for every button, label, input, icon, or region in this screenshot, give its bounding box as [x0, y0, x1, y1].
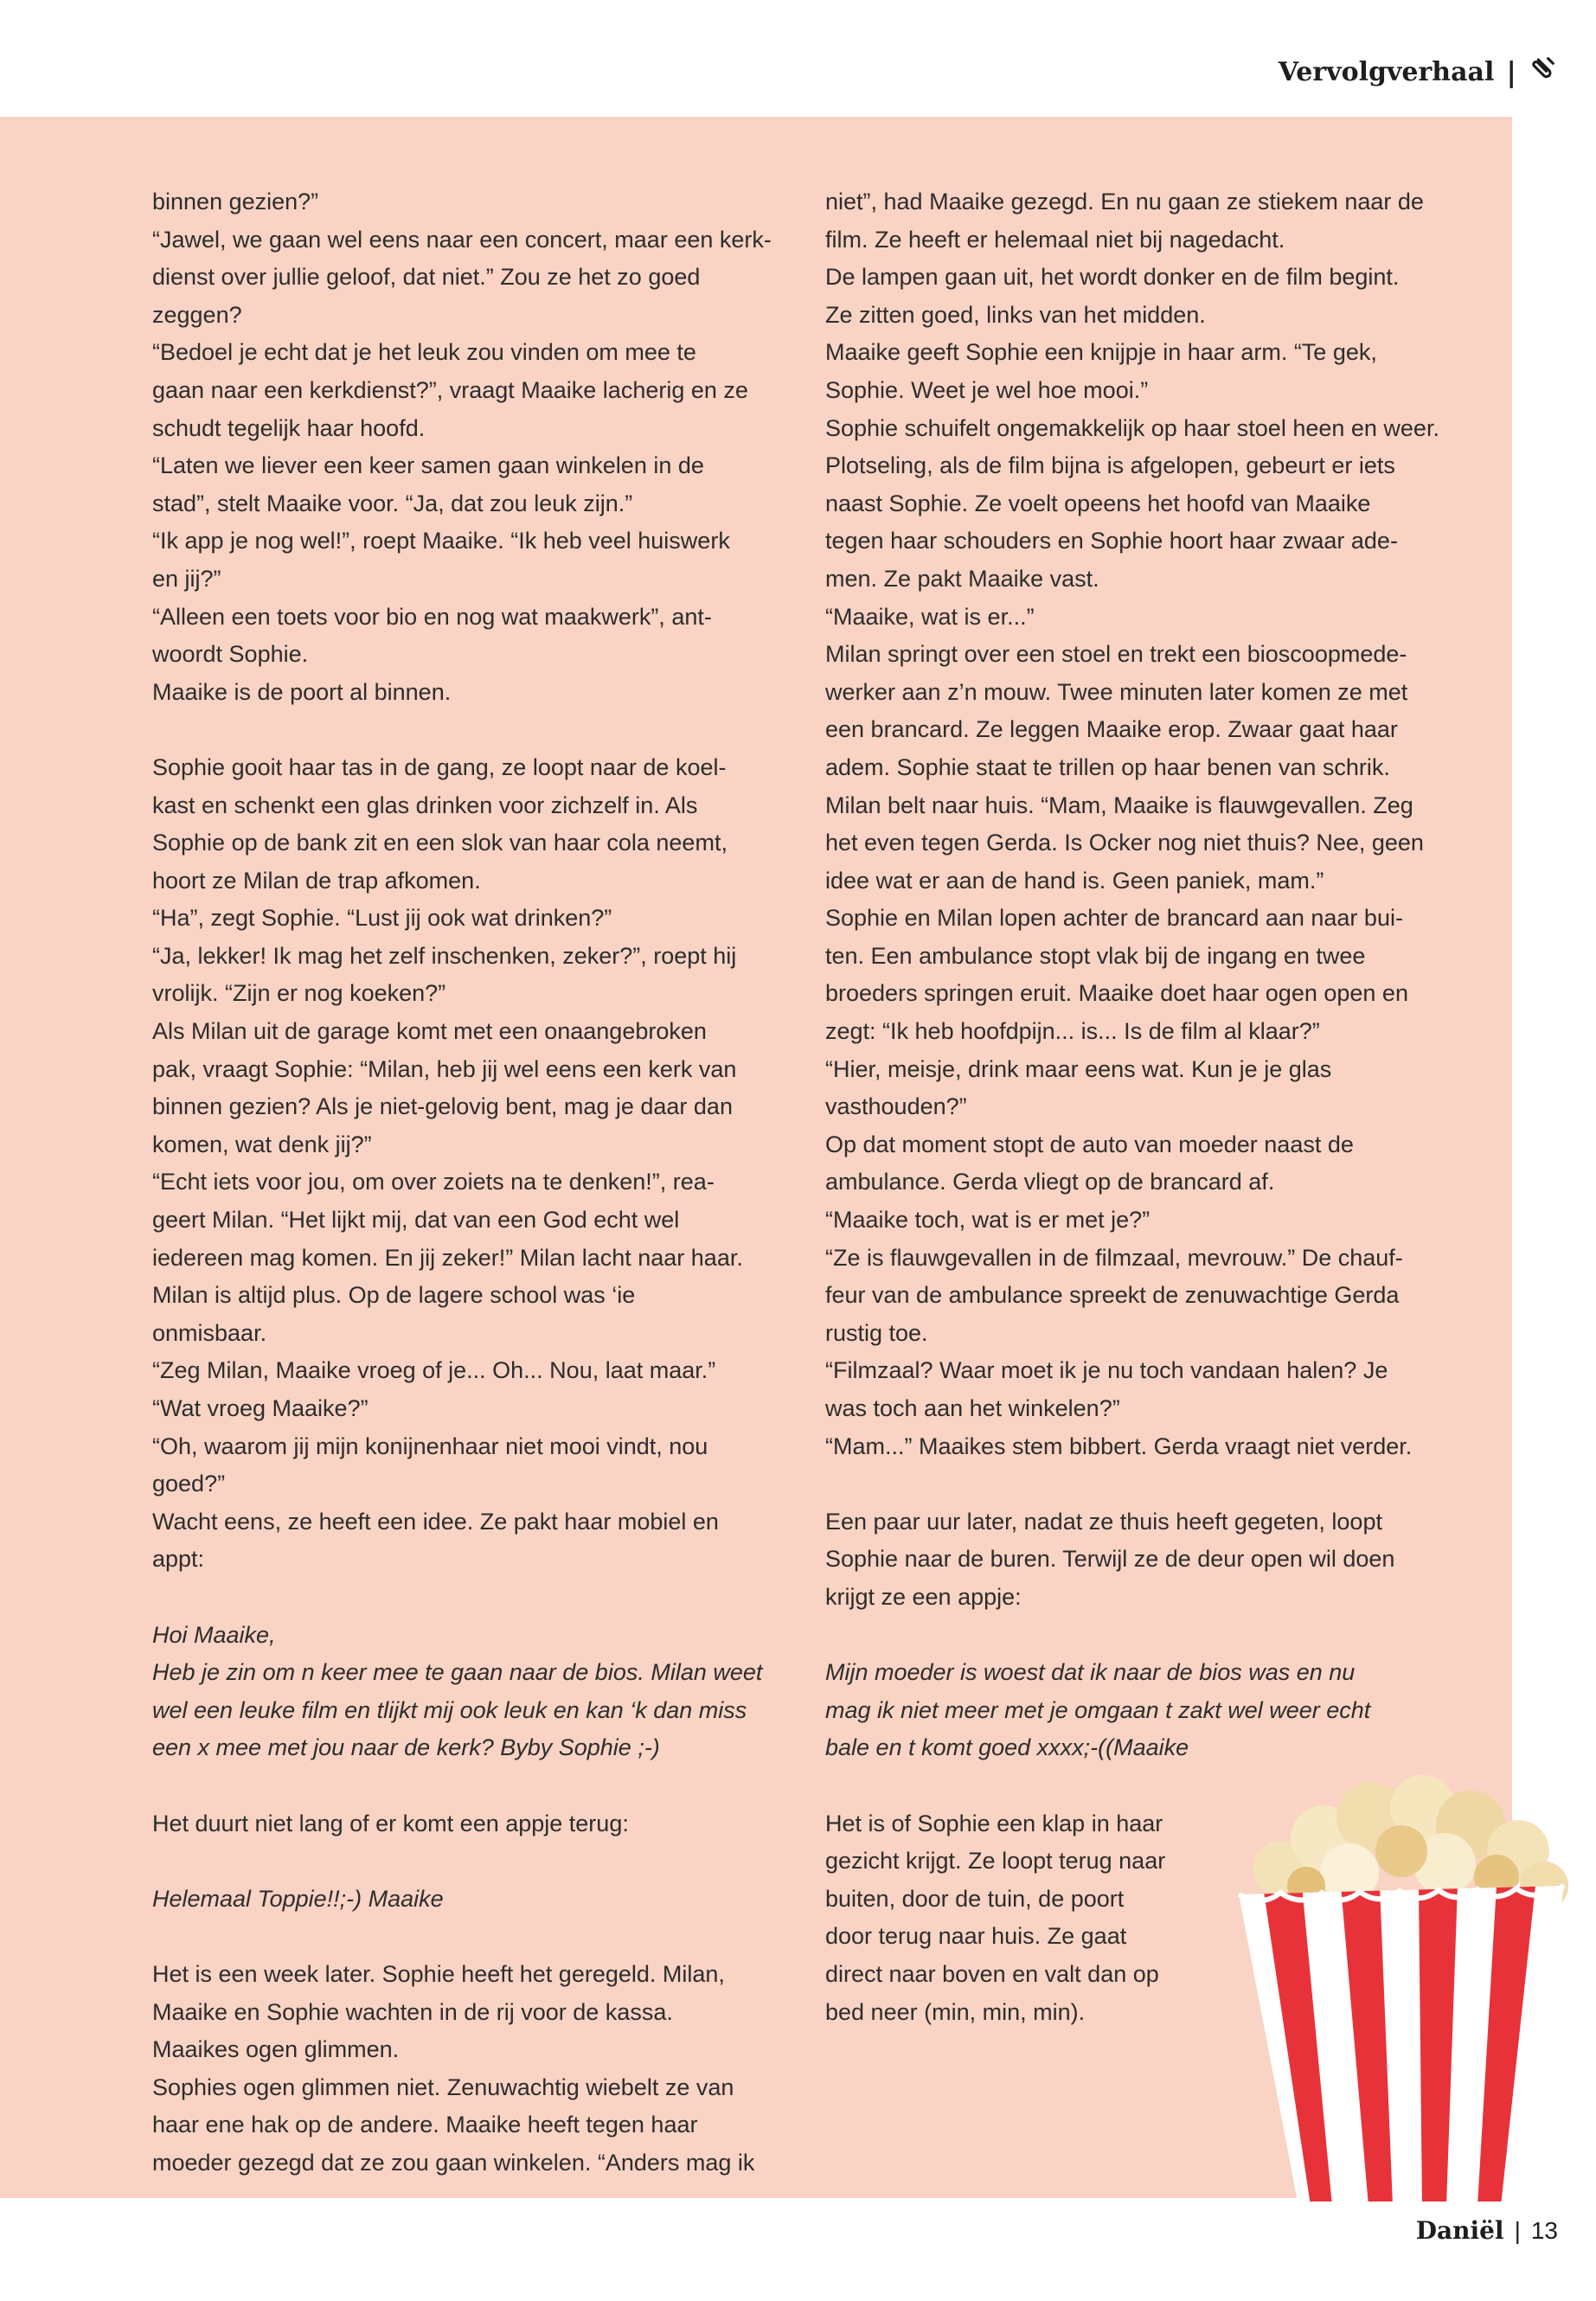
text-line — [825, 1465, 1457, 1503]
text-line: “Filmzaal? Waar moet ik je nu toch vandaan halen? Je — [825, 1357, 1388, 1384]
text-line: werker aan z’n mouw. Twee minuten later komen ze met — [825, 678, 1408, 705]
text-line: appt: — [152, 1546, 205, 1573]
text-line: iedereen mag komen. En jij zeker!” Milan lacht naar haar. — [152, 1244, 743, 1271]
text-line: “Ze is flauwgevallen in de filmzaal, mevrouw.” De chauf- — [825, 1244, 1403, 1271]
text-line: moeder gezegd dat ze zou gaan winkelen. “Anders mag ik — [152, 2149, 755, 2176]
text-line: Sophie. Weet je wel hoe mooi.” — [825, 376, 1149, 403]
text-line: binnen gezien?” — [152, 189, 319, 215]
text-line: “Maaike, wat is er...” — [825, 603, 1035, 630]
text-line: een brancard. Ze leggen Maaike erop. Zwaar gaat haar — [825, 716, 1398, 743]
text-line: naast Sophie. Ze voelt opeens het hoofd van Maaike — [825, 490, 1371, 516]
text-line: schudt tegelijk haar hoofd. — [152, 414, 426, 441]
text-line: “Ja, lekker! Ik mag het zelf inschenken, zeker?”, roept hij — [152, 942, 737, 969]
text-line: “Laten we liever een keer samen gaan winkelen in de — [152, 452, 704, 479]
text-line: “Bedoel je echt dat je het leuk zou vinden om mee te — [152, 339, 696, 366]
text-line: “Oh, waarom jij mijn konijnenhaar niet mooi vindt, nou — [152, 1433, 708, 1459]
text-line: Het duurt niet lang of er komt een appje terug: — [152, 1810, 629, 1836]
popcorn-box-illustration — [1228, 1756, 1574, 2206]
text-line: Maaike en Sophie wachten in de rij voor de kassa. — [152, 1998, 673, 2025]
text-line: Plotseling, als de film bijna is afgelopen, gebeurt er iets — [825, 452, 1395, 479]
left-text-column — [152, 183, 792, 2182]
section-title: Vervolgverhaal — [1278, 56, 1495, 87]
text-line: hoort ze Milan de trap afkomen. — [152, 867, 481, 894]
text-line: “Ik app je nog wel!”, roept Maaike. “Ik heb veel huiswerk — [152, 528, 730, 554]
text-line: Sophies ogen glimmen niet. Zenuwachtig wiebelt ze van — [152, 2073, 734, 2100]
text-line: “Hier, meisje, drink maar eens wat. Kun je je glas — [825, 1055, 1332, 1082]
text-line: Het is een week later. Sophie heeft het geregeld. Milan, — [152, 1960, 725, 1987]
page-number: 13 — [1530, 2216, 1558, 2244]
text-line: Maaike is de poort al binnen. — [152, 678, 452, 705]
text-line: wel een leuke film en tlijkt mij ook leuk en kan ‘k dan miss — [152, 1696, 747, 1723]
text-line: krijgt ze een appje: — [825, 1583, 1022, 1610]
text-line: vrolijk. “Zijn er nog koeken?” — [152, 980, 446, 1007]
paperclip-icon — [1529, 54, 1558, 90]
text-line: men. Ze pakt Maaike vast. — [825, 565, 1099, 592]
text-line: Het is of Sophie een klap in haar — [825, 1810, 1163, 1836]
text-line — [152, 1918, 792, 1956]
header-separator: | — [1506, 55, 1516, 88]
text-line: zegt: “Ik heb hoofdpijn... is... Is de film al klaar?” — [825, 1018, 1320, 1045]
text-line: “Zeg Milan, Maaike vroeg of je... Oh... Nou, laat maar.” — [152, 1357, 716, 1384]
text-line: een x mee met jou naar de kerk? Byby Sophie ;-) — [152, 1734, 660, 1761]
text-line: en jij?” — [152, 565, 221, 592]
text-line: Sophie gooit haar tas in de gang, ze loopt naar de koel- — [152, 753, 727, 780]
popcorn-box — [1228, 1877, 1574, 2206]
text-line: het even tegen Gerda. Is Ocker nog niet thuis? Nee, geen — [825, 830, 1424, 856]
footer-separator: | — [1514, 2216, 1521, 2244]
text-line: Sophie schuifelt ongemakkelijk op haar stoel heen en weer. — [825, 414, 1439, 441]
text-line: pak, vraagt Sophie: “Milan, heb jij wel eens een kerk van — [152, 1055, 737, 1082]
text-line: Sophie op de bank zit en een slok van haar cola neemt, — [152, 830, 727, 856]
text-line: woordt Sophie. — [152, 641, 309, 668]
text-line: film. Ze heeft er helemaal niet bij nagedacht. — [825, 226, 1285, 253]
text-line: “Alleen een toets voor bio en nog wat maakwerk”, ant- — [152, 603, 712, 630]
text-line: vasthouden?” — [825, 1093, 967, 1120]
text-line: adem. Sophie staat te trillen op haar benen van schrik. — [825, 753, 1390, 780]
text-line: bed neer (min, min, min). — [825, 1998, 1086, 2025]
text-line: “Ha”, zegt Sophie. “Lust jij ook wat drinken?” — [152, 905, 612, 932]
text-line: dienst over jullie geloof, dat niet.” Zou ze het zo goed zeggen? — [152, 264, 701, 328]
section-header — [1279, 54, 1558, 90]
text-line: idee wat er aan de hand is. Geen paniek, mam.” — [825, 867, 1324, 894]
text-line: Milan belt naar huis. “Mam, Maaike is flauwgevallen. Zeg — [825, 792, 1413, 818]
text-line: kast en schenkt een glas drinken voor zichzelf in. Als — [152, 792, 698, 818]
text-line: “Echt iets voor jou, om over zoiets na te denken!”, rea- — [152, 1169, 715, 1195]
text-line: door terug naar huis. Ze gaat — [825, 1923, 1127, 1950]
text-line: haar ene hak op de andere. Maaike heeft tegen haar — [152, 2112, 698, 2138]
text-line: tegen haar schouders en Sophie hoort haar zwaar ade- — [825, 528, 1398, 554]
text-line: goed?” — [152, 1471, 226, 1497]
text-line: buiten, door de tuin, de poort — [825, 1885, 1125, 1912]
text-line: Een paar uur later, nadat ze thuis heeft gegeten, loopt — [825, 1508, 1382, 1535]
text-line: Sophie naar de buren. Terwijl ze de deur open wil doen — [825, 1546, 1395, 1573]
text-line — [825, 1617, 1457, 1655]
text-line: Heb je zin om n keer mee te gaan naar de bios. Milan weet — [152, 1659, 763, 1686]
text-line: geert Milan. “Het lijkt mij, dat van een God echt wel — [152, 1207, 680, 1234]
text-line: Milan springt over een stoel en trekt een bioscoopmede- — [825, 641, 1407, 668]
text-line: Wacht eens, ze heeft een idee. Ze pakt haar mobiel en — [152, 1508, 719, 1535]
text-line: Op dat moment stopt de auto van moeder naast de — [825, 1131, 1354, 1157]
text-line: gaan naar een kerkdienst?”, vraagt Maaike lacherig en ze — [152, 376, 748, 403]
text-line — [152, 1767, 792, 1805]
text-line: Hoi Maaike, — [152, 1621, 276, 1648]
text-line: ambulance. Gerda vliegt op de brancard af. — [825, 1169, 1275, 1195]
text-line: komen, wat denk jij?” — [152, 1131, 372, 1157]
text-line — [152, 1843, 792, 1881]
text-line: Maaikes ogen glimmen. — [152, 2036, 400, 2063]
text-line: Helemaal Toppie!!;-) Maaike — [152, 1885, 444, 1912]
text-line: onmisbaar. — [152, 1319, 267, 1346]
text-line: “Maaike toch, wat is er met je?” — [825, 1207, 1151, 1234]
right-text-column — [825, 183, 1457, 2031]
text-line: gezicht krijgt. Ze loopt terug naar — [825, 1848, 1166, 1875]
text-line: “Wat vroeg Maaike?” — [152, 1395, 369, 1421]
text-line: Mijn moeder is woest dat ik naar de bios was en nu — [825, 1659, 1356, 1686]
text-line — [152, 1579, 792, 1617]
text-line: Maaike geeft Sophie een knijpje in haar arm. “Te gek, — [825, 339, 1377, 366]
text-line: “Jawel, we gaan wel eens naar een concert, maar een kerk- — [152, 226, 772, 253]
text-line: stad”, stelt Maaike voor. “Ja, dat zou leuk zijn.” — [152, 490, 633, 516]
text-line: mag ik niet meer met je omgaan t zakt wel weer echt — [825, 1696, 1371, 1723]
text-line: De lampen gaan uit, het wordt donker en de film begint. — [825, 264, 1400, 291]
text-line: ten. Een ambulance stopt vlak bij de ingang en twee — [825, 942, 1366, 969]
text-line: bale en t komt goed xxxx;-((Maaike — [825, 1734, 1189, 1761]
magazine-name: Daniël — [1415, 2216, 1504, 2245]
text-line: rustig toe. — [825, 1319, 928, 1346]
text-line: niet”, had Maaike gezegd. En nu gaan ze stiekem naar de — [825, 189, 1424, 215]
text-line: binnen gezien? Als je niet-gelovig bent, mag je daar dan — [152, 1093, 733, 1120]
text-line: Als Milan uit de garage komt met een onaangebroken — [152, 1018, 707, 1045]
text-line: “Mam...” Maaikes stem bibbert. Gerda vraagt niet verder. — [825, 1433, 1413, 1459]
text-line: was toch aan het winkelen?” — [825, 1395, 1120, 1421]
page-footer — [1416, 2216, 1558, 2245]
text-line — [152, 711, 792, 749]
text-line: broeders springen eruit. Maaike doet haar ogen open en — [825, 980, 1408, 1007]
text-line: direct naar boven en valt dan op — [825, 1960, 1159, 1987]
text-line: Sophie en Milan lopen achter de brancard aan naar bui- — [825, 905, 1403, 932]
text-line: Ze zitten goed, links van het midden. — [825, 301, 1206, 328]
text-line: Milan is altijd plus. Op de lagere school was ‘ie — [152, 1282, 636, 1309]
text-line: feur van de ambulance spreekt de zenuwachtige Gerda — [825, 1282, 1400, 1309]
